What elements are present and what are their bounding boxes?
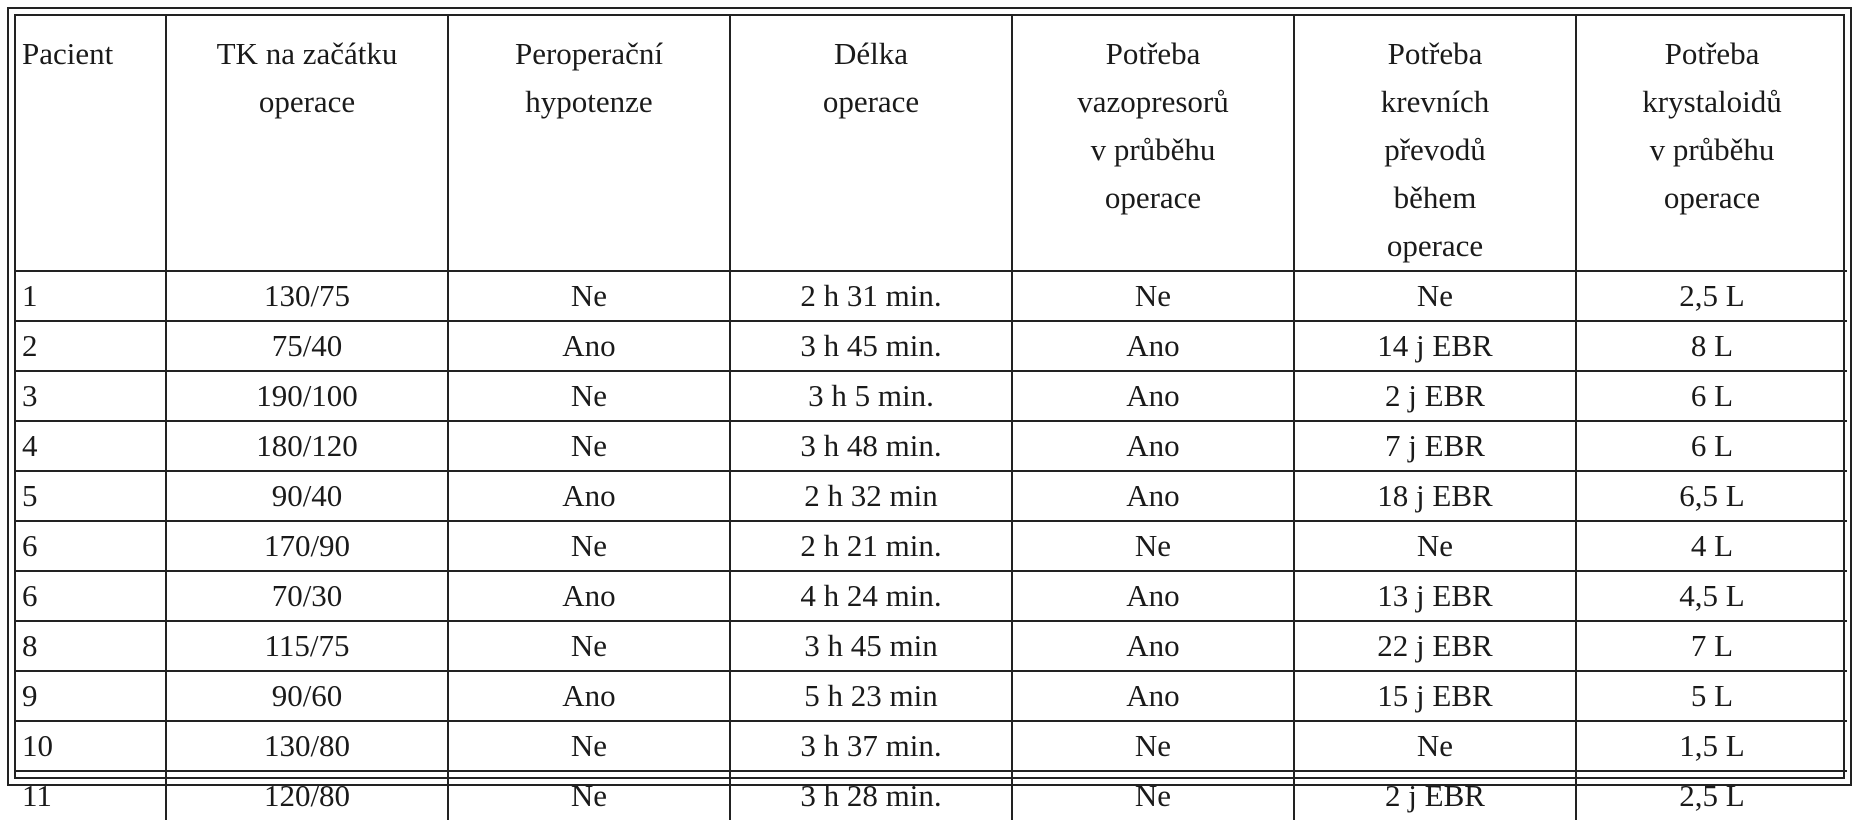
table-cell: 3 h 28 min.	[730, 771, 1012, 820]
table-header	[16, 16, 1847, 271]
table-cell: 90/40	[166, 471, 448, 521]
table-cell: Ne	[448, 271, 730, 321]
table-cell: Ne	[1012, 771, 1294, 820]
table-cell: 5	[16, 471, 166, 521]
table-cell: Ne	[448, 721, 730, 771]
table-row	[16, 771, 1847, 820]
table-cell: 4 h 24 min.	[730, 571, 1012, 621]
table-cell: Ano	[1012, 671, 1294, 721]
table-cell: 6,5 L	[1576, 471, 1847, 521]
header-cell-krystaloidy	[1576, 16, 1847, 271]
table-cell: Ano	[1012, 371, 1294, 421]
table-cell: 6	[16, 571, 166, 621]
header-cell-pacient	[16, 16, 166, 271]
patient-data-table	[16, 16, 1847, 820]
header-label: Potřeba krystaloidů v průběhu operace	[1642, 36, 1782, 215]
table-cell: 170/90	[166, 521, 448, 571]
table-cell: Ne	[1012, 721, 1294, 771]
table-cell: 90/60	[166, 671, 448, 721]
table-row	[16, 371, 1847, 421]
table-cell: 130/75	[166, 271, 448, 321]
table-cell: 6 L	[1576, 371, 1847, 421]
header-cell-delka	[730, 16, 1012, 271]
table-cell: 10	[16, 721, 166, 771]
table-cell: Ano	[448, 321, 730, 371]
table-cell: 7 L	[1576, 621, 1847, 671]
header-label: TK na začátku operace	[216, 36, 398, 119]
table-cell: 5 L	[1576, 671, 1847, 721]
table-cell: 75/40	[166, 321, 448, 371]
table-cell: Ano	[448, 471, 730, 521]
header-label: Délka operace	[822, 36, 920, 119]
table-cell: 130/80	[166, 721, 448, 771]
table-cell: Ne	[448, 371, 730, 421]
table-cell: 15 j EBR	[1294, 671, 1576, 721]
table-cell: 4 L	[1576, 521, 1847, 571]
table-body	[16, 271, 1847, 820]
table-cell: 22 j EBR	[1294, 621, 1576, 671]
table-cell: 2,5 L	[1576, 271, 1847, 321]
table-row	[16, 721, 1847, 771]
table-row	[16, 571, 1847, 621]
table-cell: 6 L	[1576, 421, 1847, 471]
table-cell: Ano	[1012, 621, 1294, 671]
table-cell: 2 h 21 min.	[730, 521, 1012, 571]
table-cell: Ne	[448, 521, 730, 571]
table-cell: 5 h 23 min	[730, 671, 1012, 721]
header-cell-krevni-prevody	[1294, 16, 1576, 271]
table-cell: Ne	[448, 621, 730, 671]
table-cell: 2 h 32 min	[730, 471, 1012, 521]
table-row	[16, 671, 1847, 721]
table-cell: Ne	[1294, 521, 1576, 571]
table-cell: Ne	[448, 771, 730, 820]
header-label: Pacient	[22, 36, 114, 71]
table-cell: Ano	[1012, 571, 1294, 621]
table-cell: 18 j EBR	[1294, 471, 1576, 521]
table-cell: 3 h 45 min	[730, 621, 1012, 671]
header-cell-vazopresory	[1012, 16, 1294, 271]
table-cell: 11	[16, 771, 166, 820]
table-row	[16, 521, 1847, 571]
table-cell: 14 j EBR	[1294, 321, 1576, 371]
table-outer-frame	[7, 7, 1852, 813]
table-cell: 3 h 5 min.	[730, 371, 1012, 421]
header-cell-tk	[166, 16, 448, 271]
table-cell: Ne	[1012, 521, 1294, 571]
table-cell: 1	[16, 271, 166, 321]
table-cell: Ne	[1012, 271, 1294, 321]
table-cell: 190/100	[166, 371, 448, 421]
table-cell: 2,5 L	[1576, 771, 1847, 820]
header-cell-hypotenze	[448, 16, 730, 271]
table-cell: 8	[16, 621, 166, 671]
table-cell: 120/80	[166, 771, 448, 820]
header-label: Peroperační hypotenze	[514, 36, 664, 119]
header-label: Potřeba vazopresorů v průběhu operace	[1077, 36, 1229, 215]
table-cell: Ano	[1012, 471, 1294, 521]
table-cell: 13 j EBR	[1294, 571, 1576, 621]
table-cell: Ano	[448, 671, 730, 721]
header-label: Potřeba krevních převodů během operace	[1380, 36, 1490, 263]
table-row	[16, 321, 1847, 371]
table-row	[16, 621, 1847, 671]
table-cell: 4,5 L	[1576, 571, 1847, 621]
table-row	[16, 471, 1847, 521]
table-cell: Ano	[1012, 421, 1294, 471]
table-cell: 70/30	[166, 571, 448, 621]
table-cell: Ano	[1012, 321, 1294, 371]
table-cell: 2 j EBR	[1294, 771, 1576, 820]
table-cell: 3 h 45 min.	[730, 321, 1012, 371]
table-cell: Ne	[1294, 721, 1576, 771]
table-cell: 2 h 31 min.	[730, 271, 1012, 321]
table-cell: 8 L	[1576, 321, 1847, 371]
table-cell: Ne	[448, 421, 730, 471]
table-cell: 9	[16, 671, 166, 721]
table-cell: 6	[16, 521, 166, 571]
table-cell: Ne	[1294, 271, 1576, 321]
table-row	[16, 271, 1847, 321]
table-cell: 2 j EBR	[1294, 371, 1576, 421]
table-cell: 7 j EBR	[1294, 421, 1576, 471]
table-cell: 3 h 37 min.	[730, 721, 1012, 771]
table-cell: Ano	[448, 571, 730, 621]
table-inner-frame	[14, 14, 1845, 813]
table-cell: 180/120	[166, 421, 448, 471]
table-cell: 3	[16, 371, 166, 421]
header-row	[16, 16, 1847, 271]
table-cell: 1,5 L	[1576, 721, 1847, 771]
table-cell: 2	[16, 321, 166, 371]
table-cell: 3 h 48 min.	[730, 421, 1012, 471]
table-cell: 115/75	[166, 621, 448, 671]
table-row	[16, 421, 1847, 471]
table-cell: 4	[16, 421, 166, 471]
